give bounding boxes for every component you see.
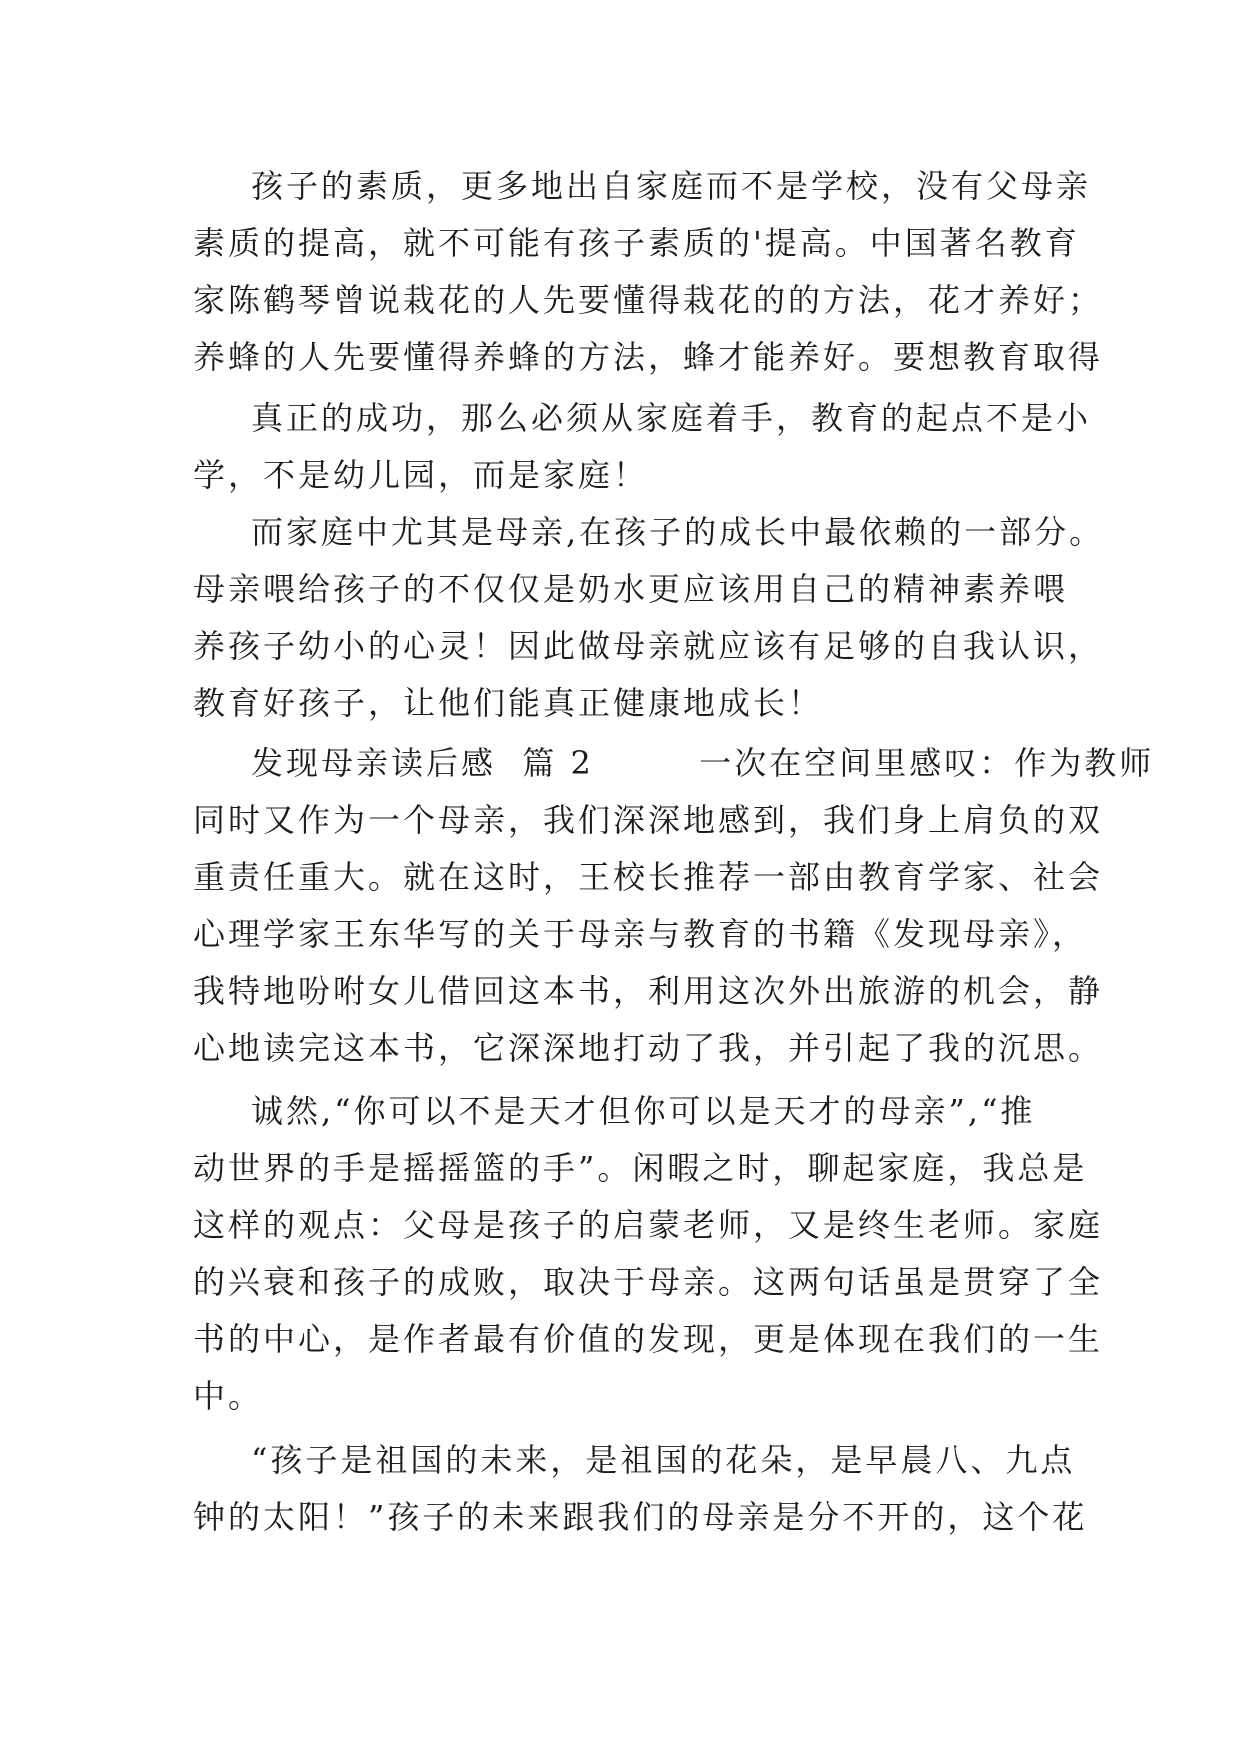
text-line: “孩子是祖国的未来，是祖国的花朵，是早晨八、九点 bbox=[251, 1441, 1076, 1479]
paragraph bbox=[193, 390, 1092, 504]
text-line: 的兴衰和孩子的成败，取决于母亲。这两句话虽是贯穿了全 bbox=[193, 1263, 1104, 1301]
text-line: 养孩子幼小的心灵！因此做母亲就应该有足够的自我认识， bbox=[193, 627, 1104, 665]
text-line: 养蜂的人先要懂得养蜂的方法，蜂才能养好。要想教育取得 bbox=[193, 338, 1104, 376]
paragraph bbox=[193, 735, 1155, 1077]
paragraph bbox=[193, 504, 1105, 732]
text-line: 真正的成功，那么必须从家庭着手，教育的起点不是小 bbox=[251, 399, 1092, 437]
text-line: 诚然,“你可以不是天才但你可以是天才的母亲”,“推 bbox=[251, 1092, 1036, 1130]
paragraph bbox=[193, 1432, 1088, 1546]
text-line: 重责任重大。就在这时，王校长推荐一部由教育学家、社会 bbox=[193, 858, 1104, 896]
text-line: 心理学家王东华写的关于母亲与教育的书籍《发现母亲》， bbox=[193, 915, 1088, 953]
paragraph bbox=[193, 158, 1104, 386]
text-line: 而家庭中尤其是母亲,在孩子的成长中最依赖的一部分。 bbox=[251, 513, 1105, 551]
text-line: 同时又作为一个母亲，我们深深地感到，我们身上肩负的双 bbox=[193, 801, 1104, 839]
text-line: 心地读完这本书，它深深地打动了我，并引起了我的沉思。 bbox=[193, 1029, 1104, 1067]
text-line: 这样的观点：父母是孩子的启蒙老师，又是终生老师。家庭 bbox=[193, 1206, 1104, 1244]
text-line: 动世界的手是摇摇篮的手”。闲暇之时，聊起家庭，我总是 bbox=[193, 1149, 1088, 1187]
text-line: 中。 bbox=[193, 1377, 264, 1415]
text-line: 发现母亲读后感 篇 2 一次在空间里感叹：作为教师 bbox=[251, 744, 1155, 782]
text-line: 学，不是幼儿园，而是家庭！ bbox=[193, 456, 649, 494]
text-line: 书的中心，是作者最有价值的发现，更是体现在我们的一生 bbox=[193, 1320, 1104, 1358]
text-line: 我特地吩咐女儿借回这本书，利用这次外出旅游的机会，静 bbox=[193, 972, 1104, 1010]
paragraph bbox=[193, 1083, 1104, 1425]
text-line: 孩子的素质，更多地出自家庭而不是学校，没有父母亲 bbox=[251, 167, 1092, 205]
text-line: 教育好孩子，让他们能真正健康地成长！ bbox=[193, 684, 824, 722]
text-line: 钟的太阳！”孩子的未来跟我们的母亲是分不开的，这个花 bbox=[193, 1498, 1088, 1536]
text-line: 素质的提高，就不可能有孩子素质的'提高。中国著名教育 bbox=[193, 224, 1080, 262]
text-line: 母亲喂给孩子的不仅仅是奶水更应该用自己的精神素养喂 bbox=[193, 570, 1069, 608]
text-line: 家陈鹤琴曾说栽花的人先要懂得栽花的的方法，花才养好； bbox=[193, 281, 1104, 319]
